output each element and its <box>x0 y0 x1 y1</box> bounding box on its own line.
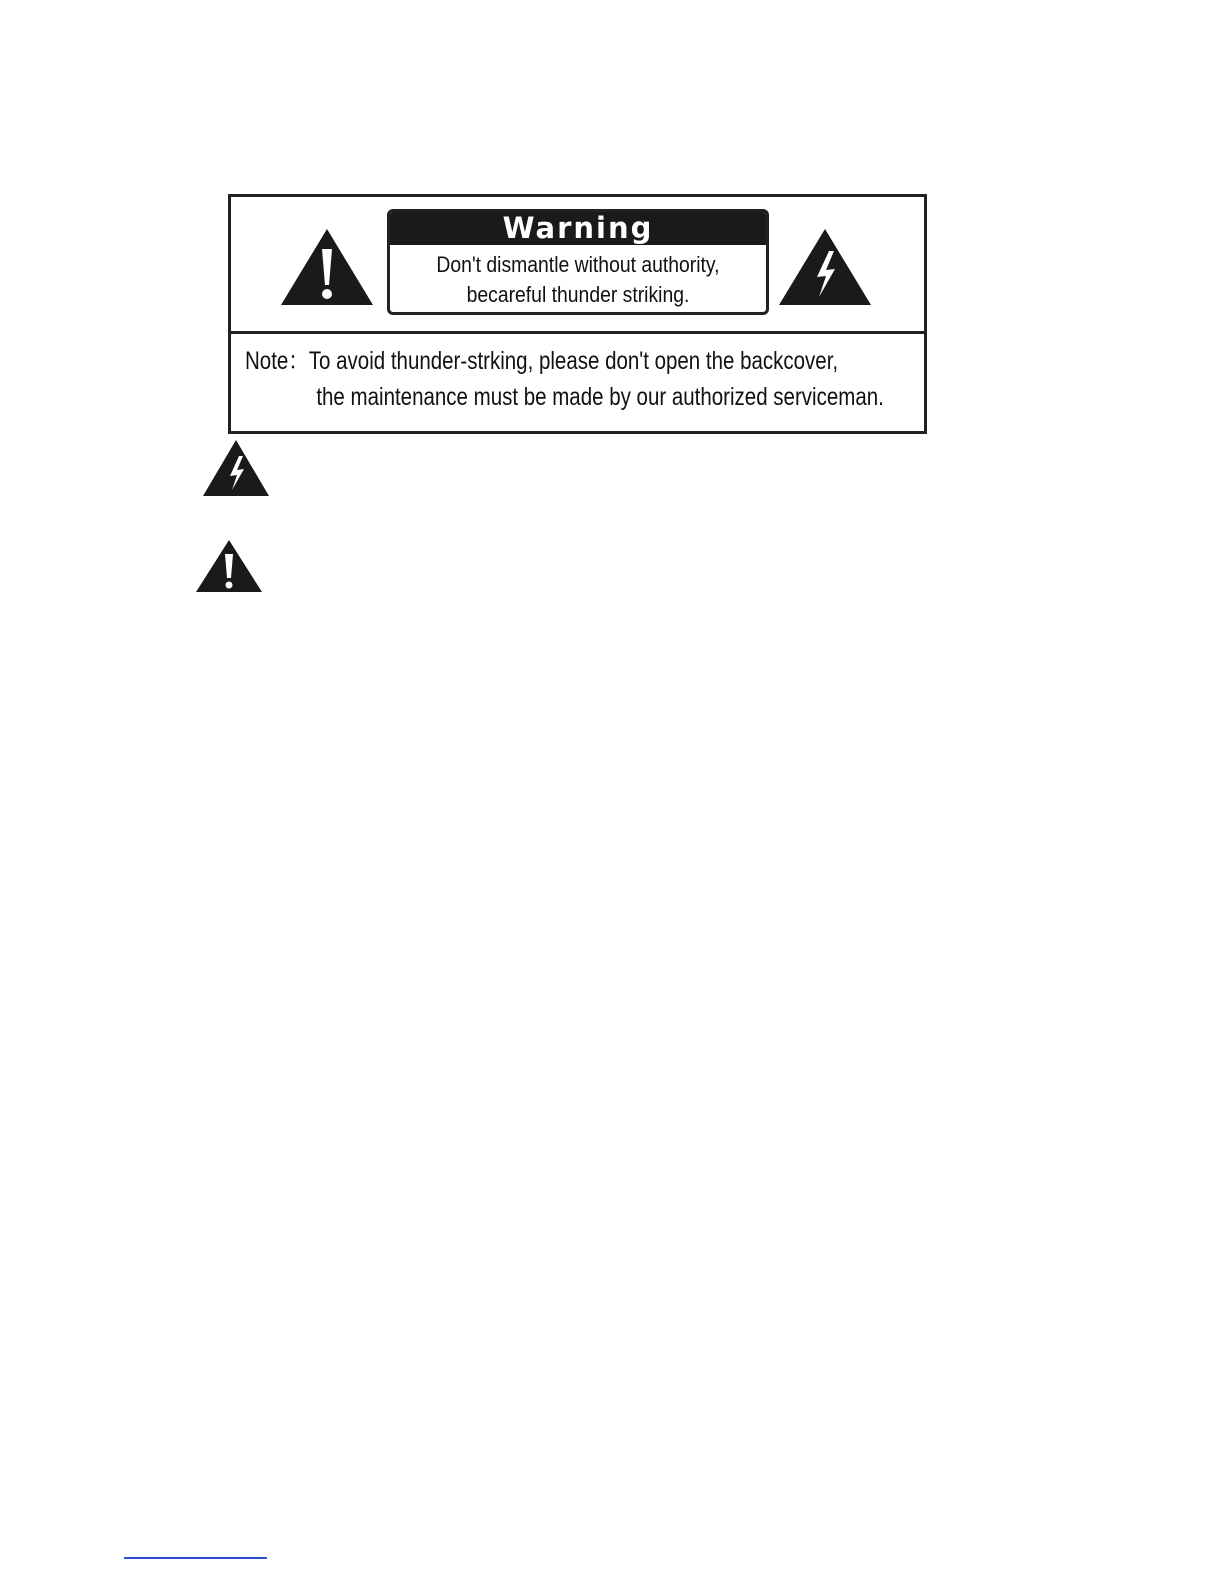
warning-message-box <box>387 209 769 315</box>
lightning-warning-icon <box>201 438 271 503</box>
warning-message <box>413 245 744 310</box>
warning-label-top <box>231 197 924 334</box>
warning-title: Warning <box>390 212 766 245</box>
footnote-separator <box>124 1557 267 1559</box>
note-line2: the maintenance must be made by our authorized serviceman. <box>316 383 884 411</box>
exclamation-warning-icon <box>194 538 264 599</box>
warning-label <box>228 194 927 434</box>
lightning-warning-icon <box>777 227 873 307</box>
note-line1: Note：To avoid thunder-strking, please don't open the backcover, <box>245 347 839 375</box>
warning-message-line2: becareful thunder striking. <box>466 282 690 307</box>
warning-message-line1: Don't dismantle without authority, <box>436 252 720 277</box>
note-text <box>245 343 884 415</box>
exclamation-warning-icon <box>279 227 375 307</box>
